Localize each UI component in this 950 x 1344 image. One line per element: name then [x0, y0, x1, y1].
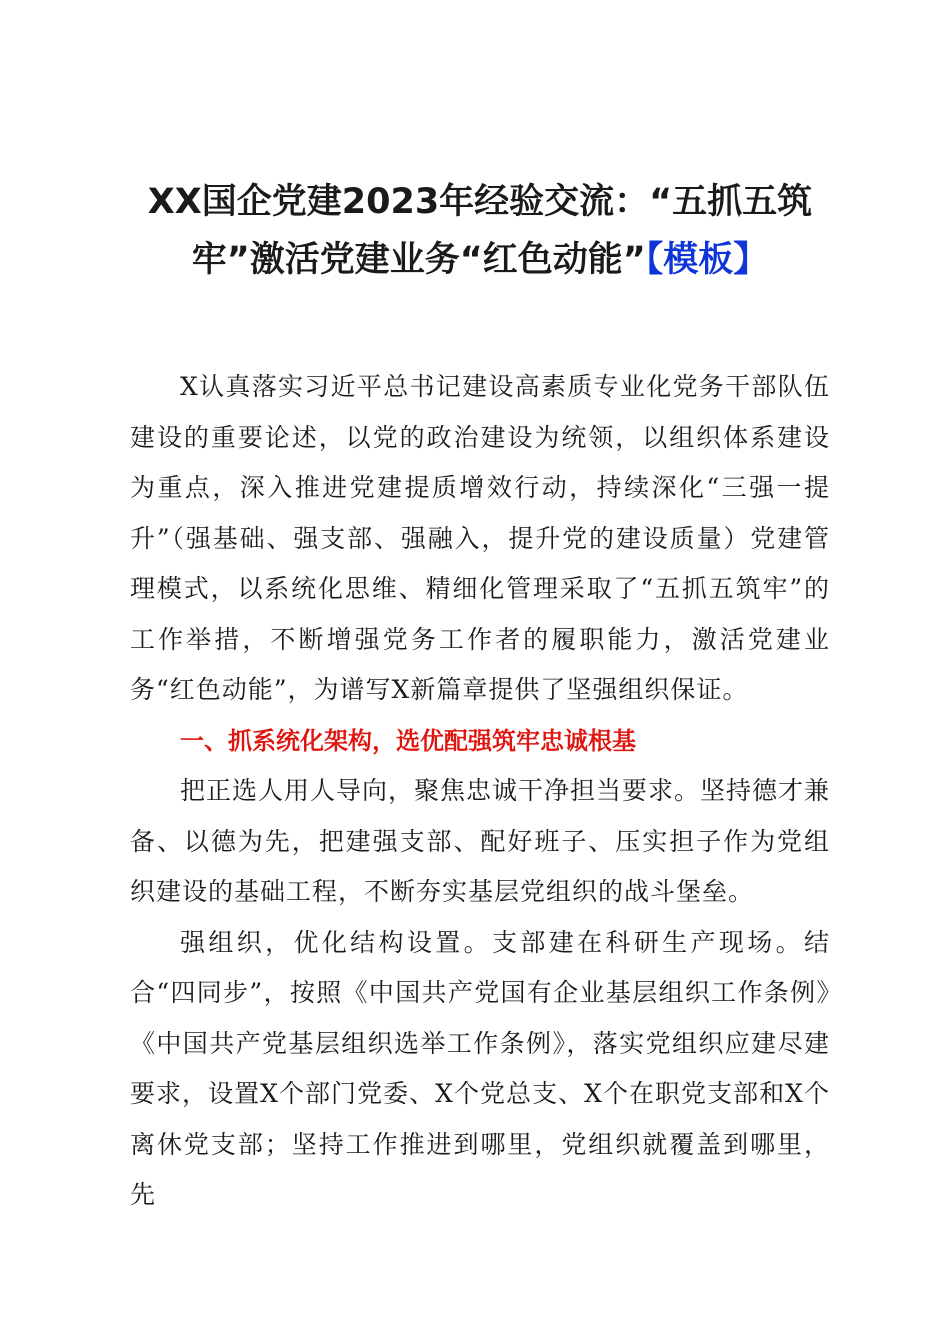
- title-main-text: XX国企党建2023年经验交流：“五抓五筑牢”激活党建业务“红色动能”: [147, 182, 813, 280]
- document-body: [130, 362, 830, 1221]
- document-title: [130, 173, 830, 289]
- body-paragraph: 把正选人用人导向，聚焦忠诚干净担当要求。坚持德才兼备、以德为先，把建强支部、配好班子、压实担子作为党组织建设的基础工程，不断夯实基层党组织的战斗堡垒。: [130, 776, 831, 906]
- body-paragraph: 强组织，优化结构设置。支部建在科研生产现场。结合“四同步”，按照《中国共产党国有企业基层组织工作条例》《中国共产党基层组织选举工作条例》，落实党组织应建尽建要求，设置X个部门党委、X个党总支、X个在职党支部和X个离休党支部；坚持工作推进到哪里，党组织就覆盖到哪里，先: [130, 927, 830, 1209]
- title-template-tag: 【模板】: [645, 240, 769, 280]
- section-heading-1: 一、抓系统化架构，选优配强筑牢忠诚根基: [180, 726, 636, 755]
- intro-paragraph: X认真落实习近平总书记建设高素质专业化党务干部队伍建设的重要论述，以党的政治建设为统领，以组织体系建设为重点，深入推进党建提质增效行动，持续深化“三强一提升”（强基础、强支部、强融入，提升党的建设质量）党建管理模式，以系统化思维、精细化管理采取了“五抓五筑牢”的工作举措，不断增强党务工作者的履职能力，激活党建业务“红色动能”，为谱写X新篇章提供了坚强组织保证。: [130, 372, 830, 704]
